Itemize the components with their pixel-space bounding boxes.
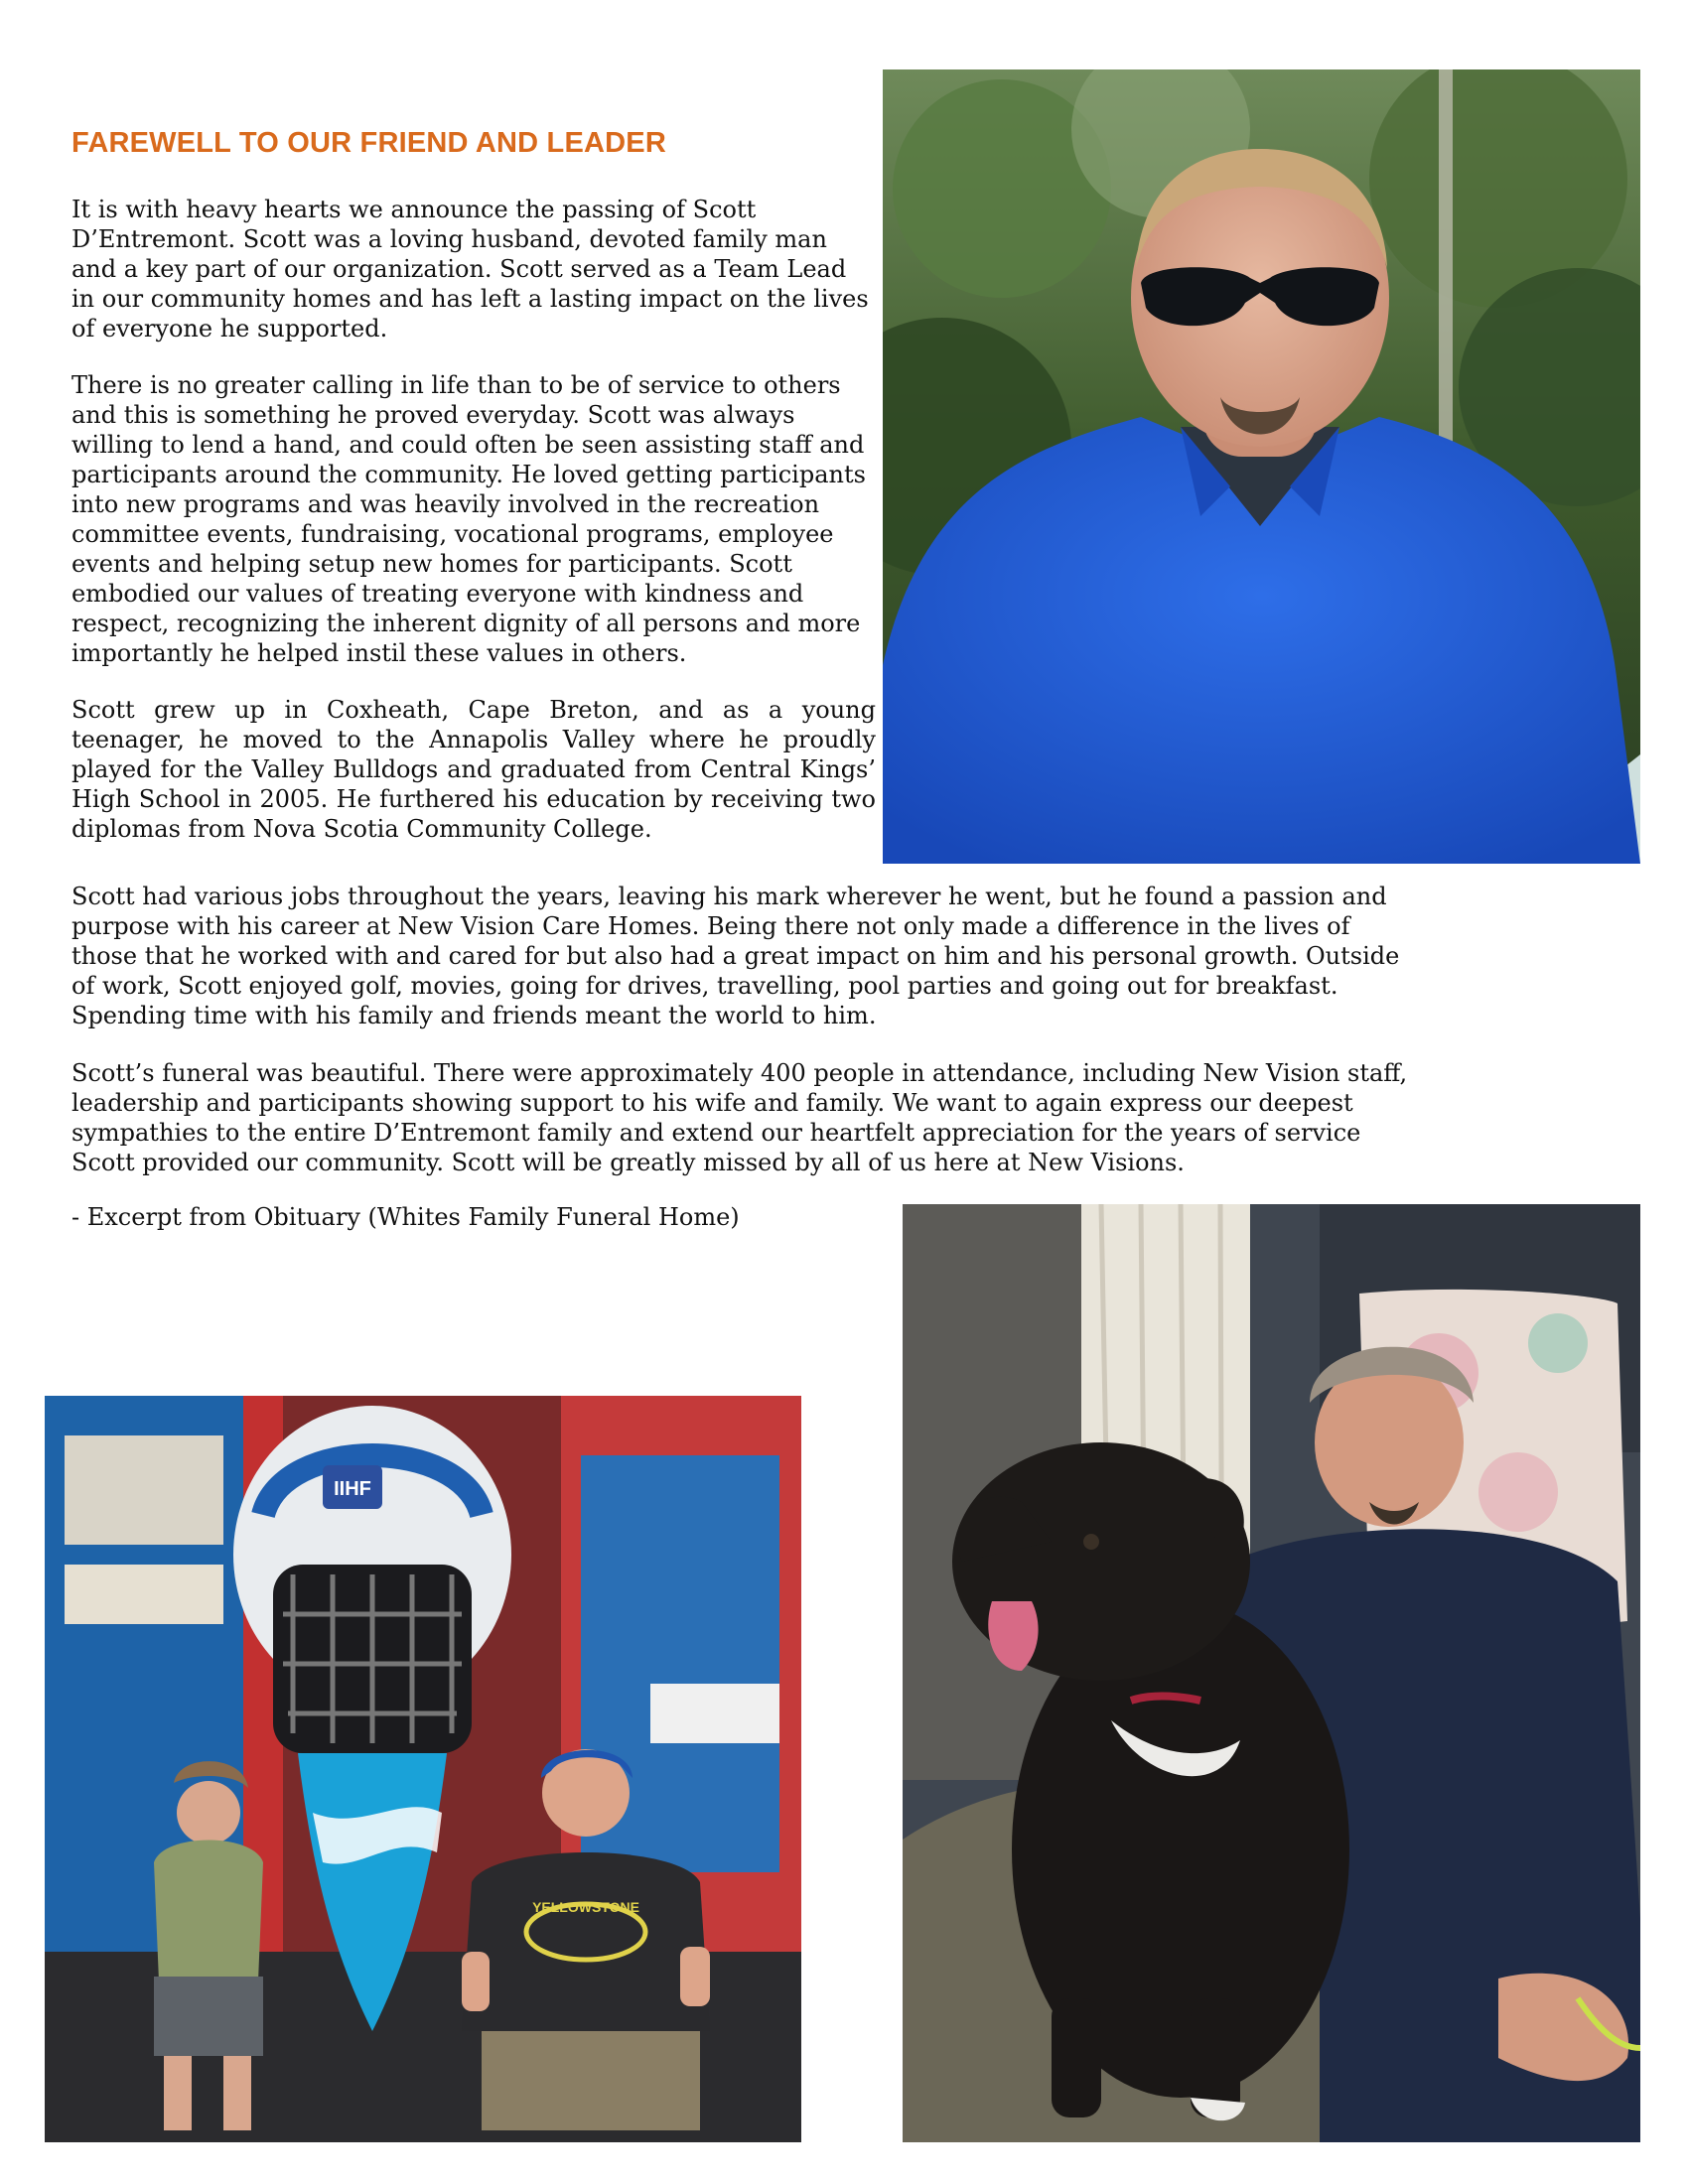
helmet-badge: IIHF: [334, 1478, 371, 1500]
paragraph-service: There is no greater calling in life than to be of service to others and this is something he proved everyday. Scott was always willing to lend a hand, and could often be seen assisting staff and participants around the community. He loved getting participants into new programs and was heavily involved in the recreation committee events, fundraising, vocational programs, employee events and helping setup new homes for participants. Scott embodied our values of treating everyone with kindness and respect, recognizing the inherent dignity of all persons and more importantly he helped instil these values in others.: [71, 371, 866, 667]
paragraph-intro: It is with heavy hearts we announce the passing of Scott D’Entremont. Scott was a loving husband, devoted family man and a key part of our organization. Scott served as a Team Lead in our community homes and has left a lasting impact on the lives of everyone he supported.: [71, 196, 869, 342]
attribution: - Excerpt from Obituary (Whites Family Funeral Home): [71, 1203, 740, 1231]
museum-photo: [45, 1396, 801, 2142]
shirt-text: YELLOWSTONE: [532, 1899, 639, 1915]
portrait-photo: [883, 69, 1640, 864]
paragraph-background: Scott grew up in Coxheath, Cape Breton, and as a young teenager, he moved to the Annapolis Valley where he proudly played for the Valley Bulldogs and graduated from Central Kings’ High School in 2005. He furthered his education by receiving two diplomas from Nova Scotia Community College.: [71, 696, 876, 843]
dog-photo: [903, 1204, 1640, 2142]
paragraph-funeral: Scott’s funeral was beautiful. There were approximately 400 people in attendance, including New Vision staff, leadership and participants showing support to his wife and family. We want to again express our deepest sympathies to the entire D’Entremont family and extend our heartfelt appreciation for the years of service Scott provided our community. Scott will be greatly missed by all of us here at New Visions.: [71, 1059, 1408, 1176]
paragraph-career: Scott had various jobs throughout the years, leaving his mark wherever he went, but he found a passion and purpose with his career at New Vision Care Homes. Being there not only made a difference in the lives of those that he worked with and cared for but also had a great impact on him and his personal growth. Outside of work, Scott enjoyed golf, movies, going for drives, travelling, pool parties and going out for breakfast. Spending time with his family and friends meant the world to him.: [71, 883, 1400, 1029]
article-title: FAREWELL TO OUR FRIEND AND LEADER: [71, 127, 666, 159]
